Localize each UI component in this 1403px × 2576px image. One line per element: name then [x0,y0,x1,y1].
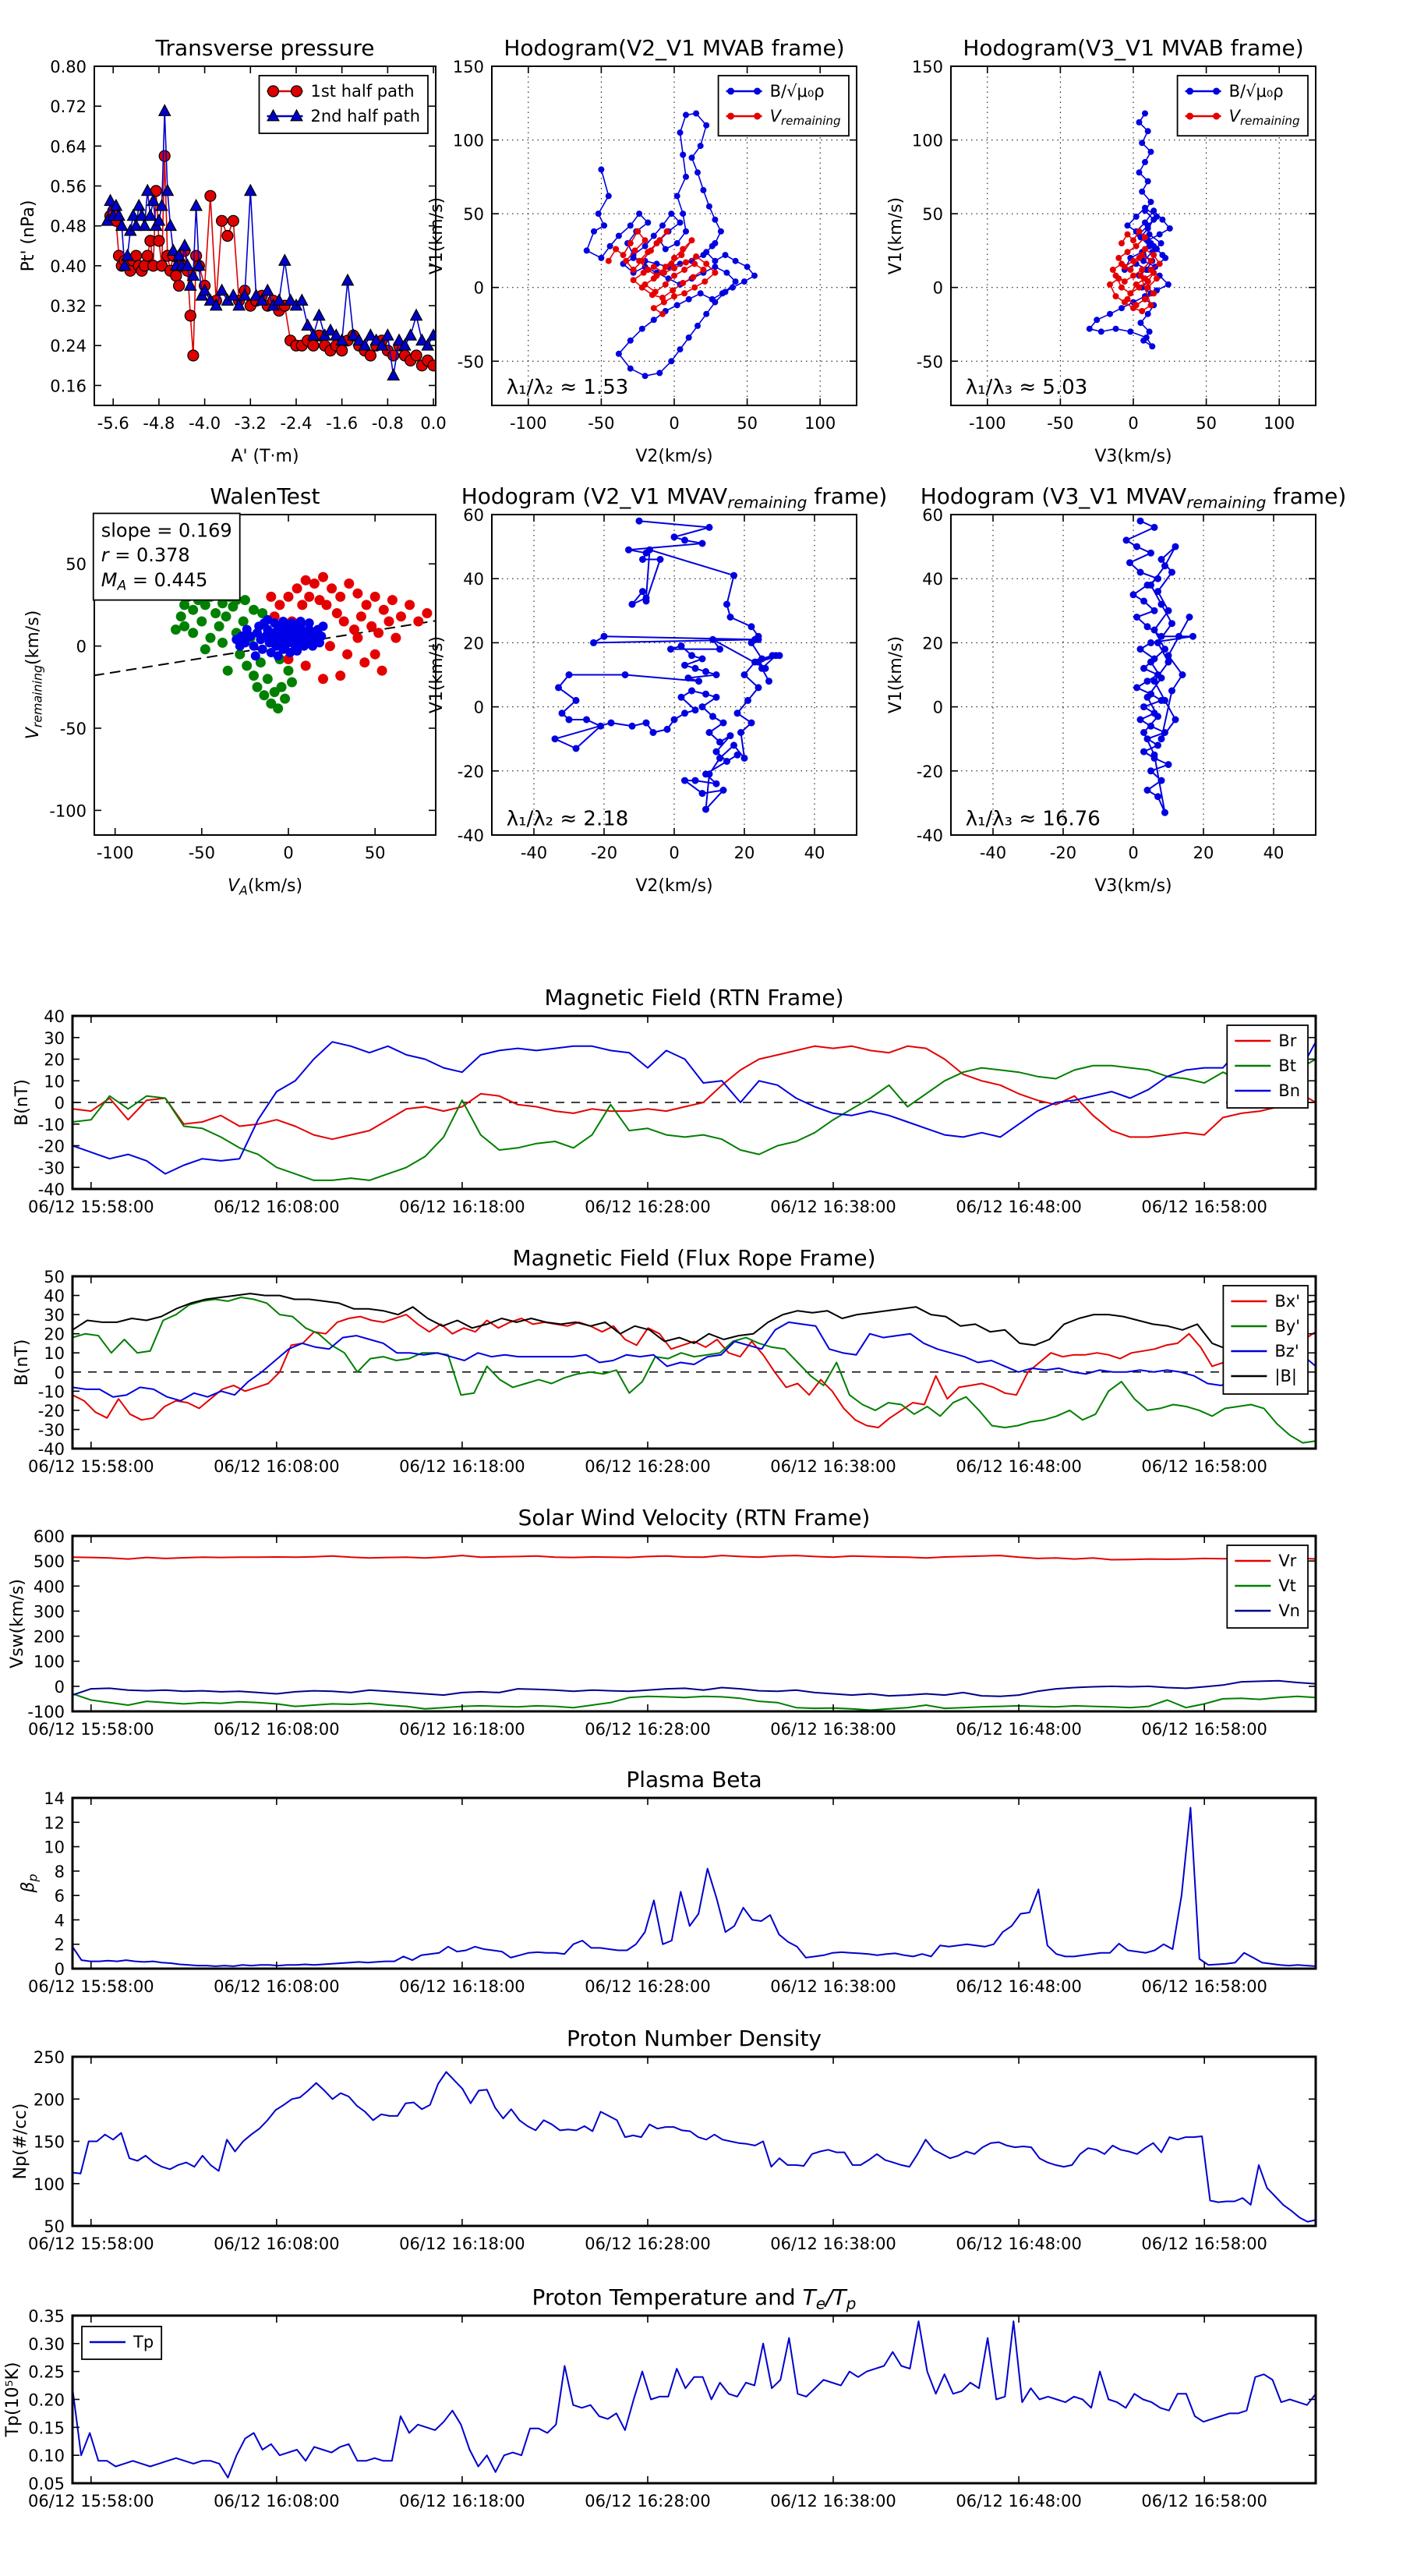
y-tick-label: 50 [65,555,87,575]
x-tick-label: 06/12 16:18:00 [399,1977,525,1996]
annotation [507,376,629,399]
x-tick-label: 0 [669,414,680,433]
y-tick-label: 600 [33,1527,65,1546]
legend-label: Tp [133,2333,154,2351]
axes-frame [72,1016,1316,1189]
chart-title: Proton Number Density [566,2026,822,2051]
legend [1223,1286,1308,1394]
x-tick-label: 06/12 16:58:00 [1141,2492,1267,2511]
y-tick-label: 12 [44,1813,65,1833]
y-tick-label: 20 [44,1050,65,1070]
chart-magnetic-field-rtn [12,985,1316,1216]
y-tick-label: 0 [473,278,484,298]
x-tick-label: 50 [364,844,386,862]
x-tick-label: 06/12 16:08:00 [214,1720,340,1739]
x-tick-label: 06/12 16:28:00 [585,2235,711,2253]
y-tick-label: 10 [44,1072,65,1092]
x-tick-label: 06/12 16:38:00 [770,2492,896,2511]
x-tick-label: 06/12 16:58:00 [1141,1198,1267,1216]
chart-title: Hodogram(V2_V1 MVAB frame) [504,35,845,61]
chart-title: Hodogram(V3_V1 MVAB frame) [963,35,1304,61]
chart-title: Plasma Beta [626,1767,762,1792]
chart-title: Solar Wind Velocity (RTN Frame) [518,1505,871,1530]
series-By-prime [72,1297,1316,1443]
y-tick-label: 40 [463,570,484,589]
y-tick-label: 40 [922,570,943,589]
x-tick-label: 06/12 16:08:00 [214,1457,340,1476]
x-tick-label: 06/12 15:58:00 [28,2235,154,2253]
svg-text:slope = 0.169: slope = 0.169 [101,519,232,542]
y-tick-label: 40 [44,1286,65,1306]
x-tick-label: -40 [979,844,1007,862]
y-tick-label: 40 [44,1007,65,1026]
x-tick-label: -100 [96,844,134,862]
y-tick-label: 0 [76,637,87,656]
x-tick-label: -50 [1047,414,1074,433]
x-tick-label: 06/12 16:18:00 [399,1457,525,1476]
y-axis-label: V1(km/s) [427,196,447,275]
y-tick-label: 20 [463,634,484,653]
x-tick-label: -100 [509,414,547,433]
legend [1227,1025,1308,1108]
y-tick-label: 0.25 [28,2362,65,2382]
y-tick-label: -50 [916,352,943,372]
x-tick-label: 20 [1193,844,1214,862]
x-tick-label: 20 [733,844,755,862]
axis-ticks [28,2307,1316,2511]
y-tick-label: 0.15 [28,2419,65,2438]
x-tick-label: 06/12 16:58:00 [1141,2235,1267,2253]
series-V-hodogram [552,518,783,813]
chart-title: WalenTest [210,483,320,509]
y-tick-label: 0.48 [50,217,87,236]
y-axis-label: V1(km/s) [886,196,906,275]
x-tick-label: 100 [1263,414,1295,433]
x-tick-label: 06/12 16:28:00 [585,1977,711,1996]
x-tick-label: 06/12 16:08:00 [214,2235,340,2253]
y-axis-label: $V_{remaining}(km/s)$ [23,610,45,740]
y-tick-label: 0 [932,698,943,717]
legend-label: B/√μ₀ρ [1228,82,1284,101]
x-tick-label: 06/12 16:38:00 [770,1977,896,1996]
y-tick-label: -50 [457,352,484,372]
y-tick-label: 0 [54,1363,65,1382]
legend-label: Br [1278,1031,1297,1050]
y-tick-label: -100 [27,1703,65,1721]
series-Vr [72,1555,1316,1559]
series-Bz-prime [72,1322,1316,1401]
chart-proton-temperature [3,2284,1316,2511]
y-tick-label: 50 [44,1268,65,1286]
grid [951,515,1316,835]
legend-label: Bn [1278,1081,1300,1100]
legend-label: Vt [1278,1576,1296,1595]
x-tick-label: 06/12 16:18:00 [399,1720,525,1739]
x-tick-label: 06/12 16:18:00 [399,2492,525,2511]
x-tick-label: -50 [188,844,216,862]
x-axis-label: V3(km/s) [1094,876,1172,896]
y-tick-label: 30 [44,1306,65,1325]
y-axis-label: V1(km/s) [886,635,906,714]
y-tick-label: 100 [33,1652,65,1672]
chart-magnetic-field-flux-rope [12,1245,1316,1476]
y-tick-label: 0 [54,1094,65,1113]
y-tick-label: 0.40 [50,257,87,276]
y-tick-label: -30 [37,1159,65,1178]
chart-plasma-beta [19,1767,1316,1996]
legend-label: 2nd half path [310,107,420,126]
y-tick-label: 60 [922,506,943,525]
y-tick-label: 0.30 [28,2334,65,2354]
y-axis-label: Pt' (nPa) [19,200,38,272]
y-tick-label: 0.72 [50,97,87,117]
x-tick-label: 06/12 15:58:00 [28,2492,154,2511]
series-Tp [72,2321,1316,2478]
y-tick-label: 500 [33,1552,65,1572]
annotation [966,808,1101,831]
y-tick-label: 0 [473,698,484,717]
x-tick-label: 06/12 16:38:00 [770,1720,896,1739]
x-tick-label: -20 [590,844,618,862]
x-tick-label: 40 [804,844,825,862]
chart-solar-wind-velocity [8,1505,1316,1739]
svg-text:λ₁/λ₃ ≈ 5.03: λ₁/λ₃ ≈ 5.03 [965,376,1088,400]
chart-title: Proton Temperature and $T_e/T_p$ [532,2284,857,2313]
series-B-magnitude [72,1293,1316,1357]
axes-frame [492,515,857,835]
y-tick-label: -40 [916,826,943,845]
x-tick-label: 06/12 16:08:00 [214,2492,340,2511]
annotation [966,376,1088,399]
y-tick-label: 20 [922,634,943,653]
axes-frame [72,1536,1316,1711]
y-tick-label: -20 [37,1137,65,1156]
series-B-hodogram [584,111,758,380]
x-tick-label: 100 [804,414,836,433]
y-tick-label: 0 [54,1677,65,1697]
x-tick-label: 0 [1128,414,1139,433]
series-Vn [72,1681,1316,1697]
x-tick-label: 06/12 16:08:00 [214,1977,340,1996]
legend-label: Bx' [1274,1292,1300,1311]
series-Vt [72,1694,1316,1711]
y-tick-label: 50 [44,2217,65,2236]
x-tick-label: 06/12 16:28:00 [585,1198,711,1216]
chart-title: Magnetic Field (Flux Rope Frame) [512,1245,876,1271]
axes-frame [72,1276,1316,1449]
x-tick-label: 06/12 16:08:00 [214,1198,340,1216]
y-tick-label: 400 [33,1577,65,1597]
x-tick-label: 40 [1263,844,1285,862]
y-axis-label: B(nT) [12,1339,32,1386]
chart-hodogram-v2v1-mvav [427,483,887,896]
x-tick-label: 06/12 15:58:00 [28,1457,154,1476]
y-tick-label: -20 [37,1401,65,1421]
x-tick-label: -5.6 [97,414,129,433]
chart-transverse-pressure [19,35,447,466]
legend [719,76,849,136]
y-tick-label: 8 [54,1862,65,1881]
axis-ticks [28,1007,1316,1216]
y-tick-label: 0.24 [50,337,87,356]
x-tick-label: -2.4 [280,414,313,433]
x-axis-label: A' (T·m) [231,447,299,466]
x-tick-label: 06/12 16:58:00 [1141,1977,1267,1996]
y-tick-label: 150 [452,58,484,76]
x-tick-label: 06/12 16:18:00 [399,2235,525,2253]
axes-frame [951,515,1316,835]
y-axis-label: Tp(10⁵K) [3,2362,23,2437]
legend-label: B/√μ₀ρ [769,82,825,101]
legend [1178,76,1308,136]
x-tick-label: 06/12 16:28:00 [585,2492,711,2511]
y-tick-label: 0.05 [28,2475,65,2493]
y-tick-label: -10 [37,1382,65,1402]
x-tick-label: 0 [283,844,294,862]
legend-label: 1st half path [310,82,415,101]
grid [492,515,857,835]
x-tick-label: 06/12 16:38:00 [770,2235,896,2253]
y-tick-label: 0.32 [50,297,87,317]
svg-text:λ₁/λ₂ ≈ 2.18: λ₁/λ₂ ≈ 2.18 [506,807,629,831]
axes-frame [72,2316,1316,2483]
x-tick-label: -20 [1049,844,1077,862]
axes-frame [72,1798,1316,1969]
y-tick-label: -10 [37,1115,65,1134]
y-tick-label: 0 [54,1960,65,1979]
y-tick-label: 50 [922,205,943,225]
x-tick-label: 06/12 16:58:00 [1141,1720,1267,1739]
x-axis-label: V2(km/s) [635,447,713,466]
y-tick-label: 20 [44,1325,65,1344]
chart-title: Hodogram (V3_V1 $MVAV_{remaining}$ frame) [920,483,1347,512]
x-axis-label: V3(km/s) [1094,447,1172,466]
legend [1227,1545,1308,1628]
x-tick-label: 06/12 16:48:00 [956,1198,1082,1216]
legend-label: By' [1274,1317,1300,1336]
y-axis-label: Vsw(km/s) [8,1579,27,1668]
legend [82,2327,161,2359]
x-tick-label: 06/12 15:58:00 [28,1977,154,1996]
x-tick-label: -1.6 [326,414,359,433]
x-tick-label: -100 [968,414,1006,433]
y-tick-label: -40 [457,826,484,845]
y-tick-label: 10 [44,1838,65,1857]
legend-label: Vn [1278,1601,1300,1620]
chart-walen-test [23,483,436,897]
x-tick-label: 06/12 16:48:00 [956,2492,1082,2511]
x-tick-label: -50 [588,414,615,433]
chart-title: Transverse pressure [155,35,375,61]
y-tick-label: 30 [44,1028,65,1048]
svg-text:λ₁/λ₂ ≈ 1.53: λ₁/λ₂ ≈ 1.53 [506,376,629,400]
x-tick-label: -3.2 [234,414,267,433]
y-axis-label: Np(#/cc) [11,2103,30,2180]
x-tick-label: 06/12 16:48:00 [956,1977,1082,1996]
legend-label: $V_{remaining}$ [1228,107,1300,129]
y-tick-label: 150 [33,2132,65,2152]
svg-text:r = 0.378: r = 0.378 [101,544,190,567]
series-Bx-prime [72,1307,1316,1428]
y-axis-label: V1(km/s) [427,635,447,714]
y-tick-label: 0 [932,278,943,298]
chart-hodogram-v3v1-mvav [886,483,1346,896]
x-tick-label: 06/12 16:28:00 [585,1457,711,1476]
y-tick-label: 50 [463,205,484,225]
y-tick-label: 100 [911,131,943,150]
svg-text:λ₁/λ₃ ≈ 16.76: λ₁/λ₃ ≈ 16.76 [965,807,1101,831]
x-tick-label: 0 [669,844,680,862]
y-tick-label: 0.10 [28,2447,65,2466]
x-tick-label: 06/12 16:48:00 [956,2235,1082,2253]
legend-label: |B| [1274,1367,1297,1385]
y-tick-label: 10 [44,1344,65,1364]
x-axis-label: $V_A(km/s)$ [227,876,303,898]
x-tick-label: 06/12 16:38:00 [770,1198,896,1216]
legend-label: Vr [1278,1552,1297,1570]
y-tick-label: 0.20 [28,2390,65,2410]
x-tick-label: 50 [1196,414,1217,433]
x-axis-label: V2(km/s) [635,876,713,896]
y-tick-label: 100 [33,2174,65,2194]
x-tick-label: -0.8 [371,414,404,433]
y-tick-label: 60 [463,506,484,525]
y-axis-label: B(nT) [12,1079,32,1126]
series-Np [72,2072,1316,2222]
legend-label: Bz' [1274,1342,1299,1361]
x-tick-label: 06/12 16:28:00 [585,1720,711,1739]
x-tick-label: -4.8 [143,414,175,433]
y-tick-label: 0.56 [50,177,87,196]
y-tick-label: -20 [457,762,484,781]
chart-hodogram-v3v1-mvab [886,35,1316,466]
annotation [507,808,629,831]
x-tick-label: -4.0 [189,414,221,433]
x-tick-label: 06/12 16:38:00 [770,1457,896,1476]
x-tick-label: 50 [737,414,758,433]
legend-label: $V_{remaining}$ [769,107,841,129]
y-tick-label: 0.80 [50,58,87,76]
chart-proton-number-density [11,2026,1316,2253]
x-tick-label: 06/12 15:58:00 [28,1198,154,1216]
y-tick-label: 300 [33,1602,65,1622]
x-tick-label: 06/12 16:18:00 [399,1198,525,1216]
y-tick-label: 4 [54,1911,65,1930]
x-tick-label: 06/12 16:48:00 [956,1720,1082,1739]
y-tick-label: -40 [37,1440,65,1459]
y-tick-label: 0.64 [50,137,87,157]
y-tick-label: 0.16 [50,377,87,396]
series-B-hodogram [1087,111,1173,350]
annotation [94,513,240,600]
y-tick-label: 250 [33,2048,65,2067]
series-Br [72,1046,1316,1139]
x-tick-label: -40 [520,844,548,862]
y-tick-label: 2 [54,1935,65,1955]
legend-label: Bt [1278,1056,1296,1075]
y-tick-label: 150 [911,58,943,76]
y-tick-label: 0.35 [28,2307,65,2326]
y-tick-label: -50 [59,720,87,738]
y-tick-label: -100 [49,801,87,821]
chart-title: Hodogram (V2_V1 $MVAV_{remaining}$ frame) [461,483,888,512]
chart-title: Magnetic Field (RTN Frame) [544,985,844,1010]
x-tick-label: 06/12 16:58:00 [1141,1457,1267,1476]
x-tick-label: 0 [1128,844,1139,862]
legend [260,76,429,133]
svg-text:MA = 0.445: $M_A = 0.445$ [101,568,208,594]
y-tick-label: 100 [452,131,484,150]
y-tick-label: -40 [37,1180,65,1199]
y-tick-label: 200 [33,2090,65,2110]
y-tick-label: 14 [44,1789,65,1808]
y-tick-label: 6 [54,1887,65,1906]
y-tick-label: 200 [33,1627,65,1647]
x-tick-label: 06/12 16:48:00 [956,1457,1082,1476]
series-beta-p [72,1808,1316,1966]
chart-hodogram-v2v1-mvab [427,35,857,466]
y-tick-label: -30 [37,1421,65,1440]
y-tick-label: -20 [916,762,943,781]
y-axis-label: $\beta_p$ [19,1874,41,1893]
x-tick-label: 0.0 [420,414,447,433]
x-tick-label: 06/12 15:58:00 [28,1720,154,1739]
axes-frame [72,2057,1316,2226]
axis-ticks [28,1789,1316,1996]
